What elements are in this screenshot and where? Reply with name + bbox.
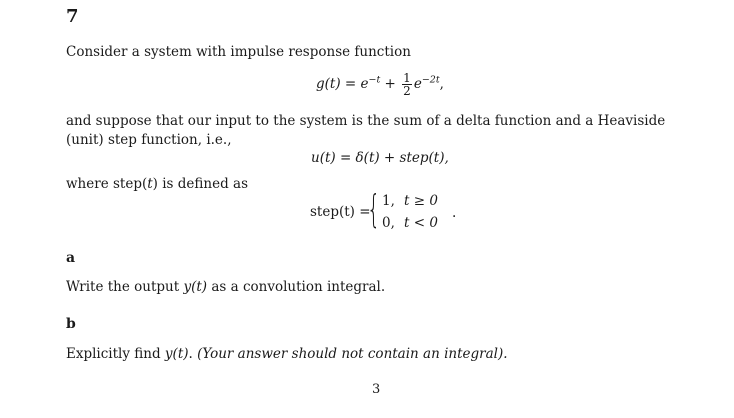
where-text-var: t	[147, 176, 153, 192]
case2-condition: t < 0	[404, 215, 438, 231]
problem-number: 7	[66, 6, 79, 27]
part-b-pre: Explicitly find	[66, 346, 165, 362]
eq1-tail: ,	[439, 76, 444, 92]
where-text-pre: where step(	[66, 176, 148, 192]
part-b-label: b	[66, 316, 76, 332]
eq1-frac-den: 2	[403, 84, 411, 98]
page-number: 3	[372, 382, 381, 397]
eq1-plus: +	[380, 76, 401, 92]
eq1-lhs: g(t) = e	[316, 76, 369, 92]
input-equation: u(t) = δ(t) + step(t),	[311, 150, 449, 166]
part-b-text	[66, 345, 508, 364]
part-a-pre: Write the output	[66, 279, 184, 295]
part-b-mid: .	[188, 346, 198, 362]
part-b-var: y(t)	[164, 346, 189, 362]
eq1-exp1: −t	[368, 74, 381, 86]
where-text	[66, 175, 248, 194]
step-equation-lhs: step(t) =	[310, 204, 371, 220]
step-case-1	[382, 193, 438, 209]
part-a-label: a	[66, 250, 76, 266]
eq1-exp2: −2t	[421, 74, 440, 86]
case1-condition: t ≥ 0	[404, 193, 438, 209]
case1-value: 1,	[382, 193, 395, 209]
eq1-frac-num: 1	[403, 71, 411, 85]
impulse-response-equation	[316, 72, 444, 97]
step-case-2	[382, 215, 438, 231]
input-description-text: and suppose that our input to the system is the sum of a delta function and a Heaviside (unit) step function, i.e.,	[66, 113, 666, 148]
eq1-fraction	[402, 72, 412, 97]
step-equation-tail: .	[452, 205, 457, 221]
intro-text: Consider a system with impulse response function	[66, 44, 411, 60]
left-brace-icon: {	[367, 187, 381, 231]
part-a-post: as a convolution integral.	[207, 279, 386, 295]
where-text-post: ) is defined as	[152, 176, 248, 192]
part-a-text	[66, 278, 385, 297]
part-b-note: (Your answer should not contain an integral).	[197, 346, 508, 362]
case2-value: 0,	[382, 215, 395, 231]
part-a-var: y(t)	[183, 279, 208, 295]
eq1-e2: e	[413, 76, 422, 92]
